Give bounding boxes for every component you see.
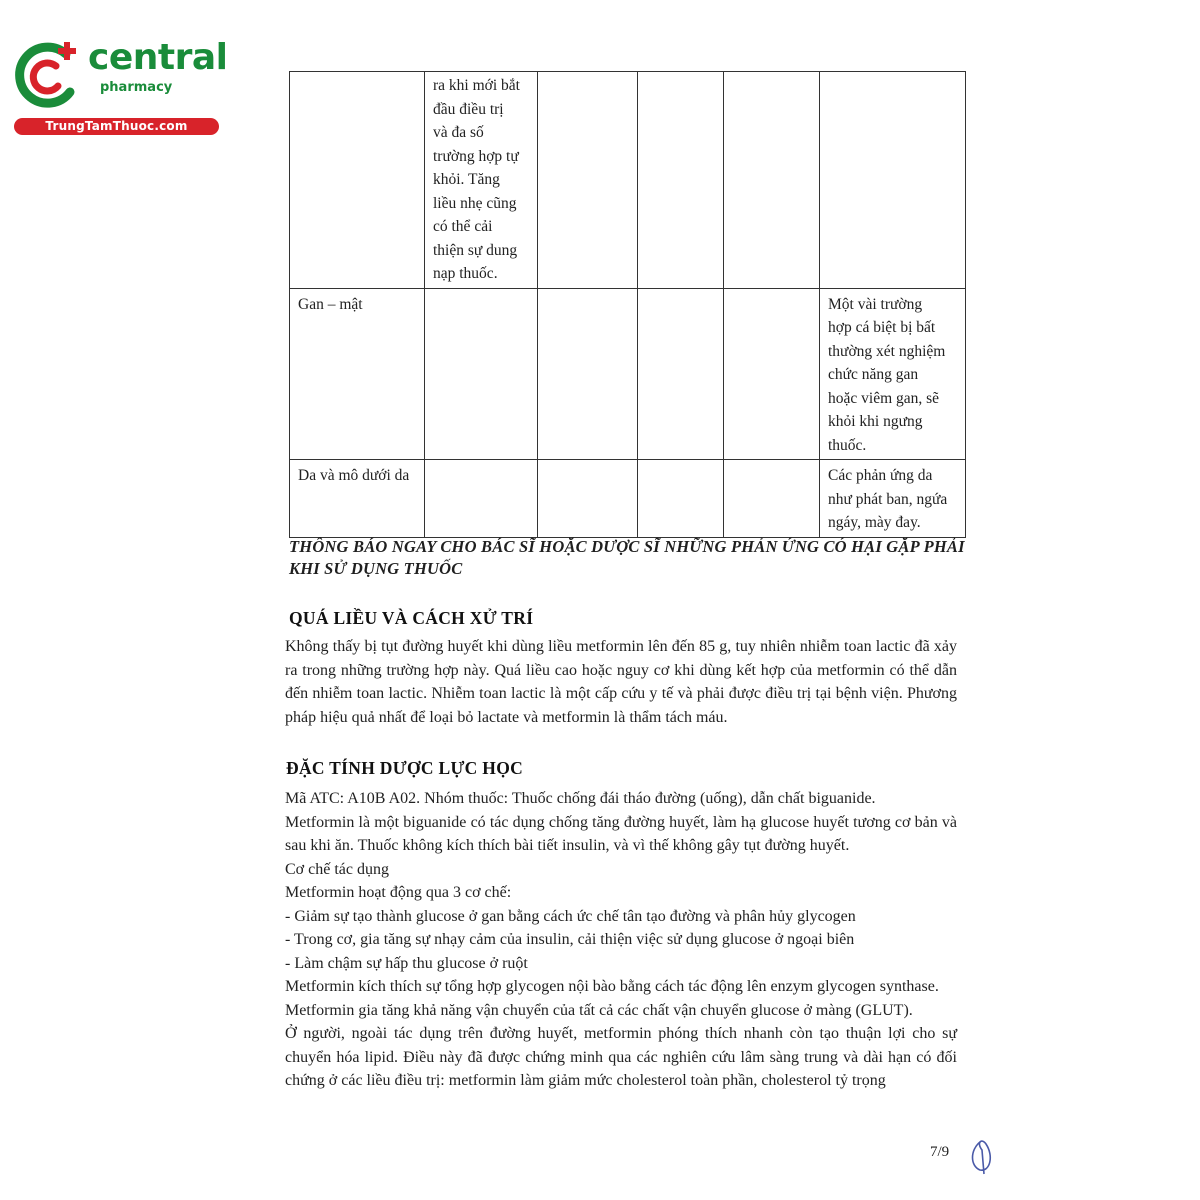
logo-mark-icon [10, 36, 90, 116]
table-cell [638, 72, 724, 289]
table-row [290, 460, 966, 538]
cell-text-line: ra khi mới bắt [433, 77, 520, 94]
table-cell [724, 288, 820, 460]
logo-site-badge: TrungTamThuoc.com [14, 118, 219, 135]
table-row [290, 72, 966, 289]
body-text-line: - Trong cơ, gia tăng sự nhạy cảm của insulin, cải thiện việc sử dụng glucose ở ngoại biên [285, 931, 855, 948]
table-cell [290, 72, 425, 289]
table-cell [638, 288, 724, 460]
table-cell [820, 72, 966, 289]
cell-text-line: có thể cải [433, 218, 493, 235]
body-text-line: Ở người, ngoài tác dụng trên đường huyết, metformin phóng thích nhanh còn tạo thuận lợi cho sự chuyển hóa lipid. Điều này đã được chứng minh qua các nghiên cứu lâm sàng trung và dài hạn có đối chứng ở các liều điều trị: metformin làm giảm mức cholesterol toàn phần, cholesterol tỷ trọng [285, 1025, 957, 1089]
cell-text-line: hoặc viêm gan, sẽ [828, 389, 940, 407]
table-cell-note [820, 460, 966, 538]
signature-initial-icon [966, 1136, 1002, 1176]
cell-text-line: khỏi khi ngưng [828, 413, 923, 430]
cell-text-line: thường xét nghiệm [828, 342, 946, 360]
table-cell [538, 288, 638, 460]
table-cell-note [820, 288, 966, 460]
cell-text-line: đầu điều trị [433, 100, 504, 118]
table-cell [538, 460, 638, 538]
cell-text-line: Một vài trường [828, 295, 923, 313]
cell-text-line: liều nhẹ cũng [433, 194, 517, 212]
table-cell-organ: Gan – mật [290, 288, 425, 460]
logo-sub-text: pharmacy [100, 80, 173, 95]
overdose-text: Không thấy bị tụt đường huyết khi dùng liều metformin lên đến 85 g, tuy nhiên nhiễm toan lactic đã xảy ra trong những trường hợp này. Quá liều cao hoặc nguy cơ khi dùng kết hợp của metformin có thể dẫn đến nhiễm toan lactic. Nhiễm toan lactic là một cấp cứu y tế và phải được điều trị tại bệnh viện. Phương pháp hiệu quả nhất để loại bỏ lactate và metformin là thẩm tách máu. [285, 638, 957, 726]
body-text-line: Metformin kích thích sự tổng hợp glycogen nội bào bằng cách tác động lên enzym glycogen synthase. [285, 978, 939, 995]
pharmacodynamics-body [285, 787, 957, 1093]
table-row [290, 288, 966, 460]
body-text-line: Mã ATC: A10B A02. Nhóm thuốc: Thuốc chống đái tháo đường (uống), dẫn chất biguanide. [285, 790, 876, 807]
cell-text-line: ngáy, mày đay. [828, 514, 921, 531]
page-number: 7/9 [930, 1144, 950, 1160]
central-pharmacy-logo [10, 36, 228, 136]
body-text-line: Metformin là một biguanide có tác dụng chống tăng đường huyết, làm hạ glucose huyết tương cơ bản và sau khi ăn. Thuốc không kích thích bài tiết insulin, và vì thế không gây tụt đường huyết. [285, 813, 957, 854]
body-text-line: - Làm chậm sự hấp thu glucose ở ruột [285, 954, 528, 972]
adverse-reaction-notice: THÔNG BÁO NGAY CHO BÁC SĨ HOẶC DƯỢC SĨ NHỮNG PHẢN ỨNG CÓ HẠI GẶP PHẢI KHI SỬ DỤNG THUỐC [289, 537, 965, 578]
table-cell-organ: Da và mô dưới da [290, 460, 425, 538]
logo-brand-text: central [88, 37, 228, 78]
table-cell [425, 460, 538, 538]
cell-text-line: thuốc. [828, 436, 867, 454]
cell-text-line: Các phản ứng da [828, 467, 933, 484]
cell-text-line: chức năng gan [828, 366, 919, 383]
table-cell [538, 72, 638, 289]
cell-text-line: hợp cá biệt bị bất [828, 319, 936, 336]
body-text-line: Cơ chế tác dụng [285, 860, 389, 878]
cell-text-line: trường hợp tự [433, 147, 519, 165]
table-cell [724, 460, 820, 538]
cell-text-line: thiện sự dung [433, 241, 518, 259]
section-heading-overdose: QUÁ LIỀU VÀ CÁCH XỬ TRÍ [289, 608, 534, 628]
table-cell [638, 460, 724, 538]
section-heading-pharmacodynamics: ĐẶC TÍNH DƯỢC LỰC HỌC [286, 758, 524, 778]
body-text-line: Metformin hoạt động qua 3 cơ chế: [285, 884, 512, 901]
table-cell-note [425, 72, 538, 289]
table-cell [425, 288, 538, 460]
cell-text-line: như phát ban, ngứa [828, 490, 948, 508]
body-text-line: Metformin gia tăng khả năng vận chuyển của tất cả các chất vận chuyển glucose ở màng (GLUT). [285, 1001, 913, 1019]
cell-text-line: khỏi. Tăng [433, 171, 500, 188]
table-cell [724, 72, 820, 289]
cell-text-line: và đa số [433, 124, 484, 141]
adverse-effects-table [289, 71, 966, 538]
cell-text-line: nạp thuốc. [433, 265, 498, 282]
overdose-paragraph [285, 635, 957, 729]
body-text-line: - Giảm sự tạo thành glucose ở gan bằng cách ức chế tân tạo đường và phân hủy glycogen [285, 907, 856, 925]
